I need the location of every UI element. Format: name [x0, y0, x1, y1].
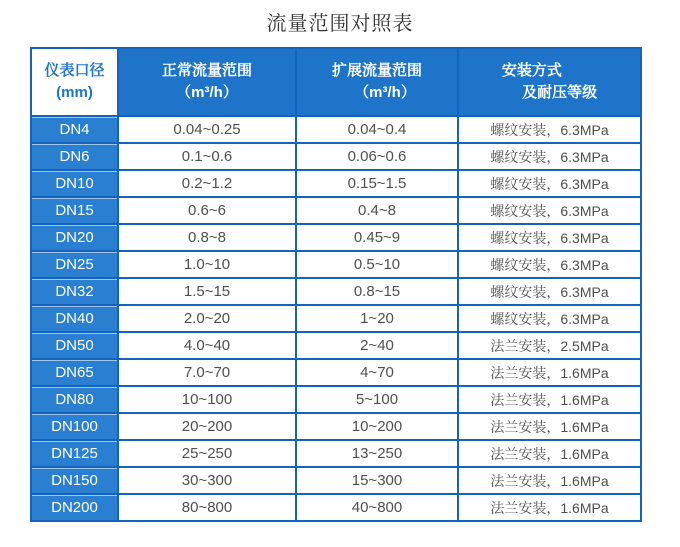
extended-range-cell: 0.45~9: [295, 223, 457, 250]
dn-cell: DN80: [32, 385, 117, 412]
header-extended-range: [295, 49, 457, 115]
install-cell: 法兰安装，1.6MPa: [457, 493, 640, 520]
normal-range-cell: 20~200: [117, 412, 295, 439]
extended-range-cell: 0.04~0.4: [295, 115, 457, 142]
install-cell: 螺纹安装，6.3MPa: [457, 142, 640, 169]
extended-range-cell: 2~40: [295, 331, 457, 358]
extended-range-cell: 4~70: [295, 358, 457, 385]
dn-cell: DN20: [32, 223, 117, 250]
header-extended-range-line2: （m³/h）: [354, 84, 416, 101]
extended-range-cell: 10~200: [295, 412, 457, 439]
normal-range-cell: 1.0~10: [117, 250, 295, 277]
install-cell: 螺纹安装，6.3MPa: [457, 196, 640, 223]
dn-cell: DN25: [32, 250, 117, 277]
extended-range-cell: 0.8~15: [295, 277, 457, 304]
header-install-method-block: [502, 60, 597, 105]
normal-range-cell: 4.0~40: [117, 331, 295, 358]
dn-cell: DN10: [32, 169, 117, 196]
dn-cell: DN15: [32, 196, 117, 223]
table-row: [32, 358, 640, 385]
header-normal-range: [117, 49, 295, 115]
normal-range-cell: 0.6~6: [117, 196, 295, 223]
flow-range-table: [30, 47, 642, 522]
table-header: [32, 49, 640, 115]
extended-range-cell: 0.15~1.5: [295, 169, 457, 196]
table-row: [32, 412, 640, 439]
table-row: [32, 277, 640, 304]
extended-range-cell: 0.4~8: [295, 196, 457, 223]
table-row: [32, 466, 640, 493]
header-meter-diameter-line2: (mm): [56, 84, 93, 101]
install-cell: 法兰安装，1.6MPa: [457, 439, 640, 466]
normal-range-cell: 2.0~20: [117, 304, 295, 331]
table-row: [32, 331, 640, 358]
dn-cell: DN32: [32, 277, 117, 304]
normal-range-cell: 1.5~15: [117, 277, 295, 304]
dn-cell: DN6: [32, 142, 117, 169]
table-row: [32, 250, 640, 277]
install-cell: 法兰安装，1.6MPa: [457, 385, 640, 412]
page-title: 流量范围对照表: [266, 13, 414, 35]
normal-range-cell: 30~300: [117, 466, 295, 493]
install-cell: 螺纹安装，6.3MPa: [457, 223, 640, 250]
normal-range-cell: 0.1~0.6: [117, 142, 295, 169]
header-install-method: [457, 49, 640, 115]
dn-cell: DN40: [32, 304, 117, 331]
dn-cell: DN125: [32, 439, 117, 466]
extended-range-cell: 15~300: [295, 466, 457, 493]
header-install-method-line2: 及耐压等级: [522, 84, 598, 101]
install-cell: 螺纹安装，6.3MPa: [457, 250, 640, 277]
extended-range-cell: 40~800: [295, 493, 457, 520]
extended-range-cell: 13~250: [295, 439, 457, 466]
install-cell: 法兰安装，2.5MPa: [457, 331, 640, 358]
install-cell: 法兰安装，1.6MPa: [457, 466, 640, 493]
table-row: [32, 142, 640, 169]
table-body: [32, 115, 640, 520]
normal-range-cell: 7.0~70: [117, 358, 295, 385]
table-row: [32, 439, 640, 466]
table-row: [32, 169, 640, 196]
header-meter-diameter-line1: 仪表口径: [44, 61, 105, 79]
install-cell: 法兰安装，1.6MPa: [457, 358, 640, 385]
header-normal-range-line1: 正常流量范围: [161, 61, 252, 79]
normal-range-cell: 80~800: [117, 493, 295, 520]
extended-range-cell: 1~20: [295, 304, 457, 331]
normal-range-cell: 0.04~0.25: [117, 115, 295, 142]
dn-cell: DN100: [32, 412, 117, 439]
table-row: [32, 304, 640, 331]
table-row: [32, 196, 640, 223]
install-cell: 法兰安装，1.6MPa: [457, 412, 640, 439]
header-meter-diameter: [32, 49, 117, 115]
normal-range-cell: 10~100: [117, 385, 295, 412]
header-normal-range-line2: （m³/h）: [176, 84, 238, 101]
header-row: [32, 49, 640, 115]
table-row: [32, 385, 640, 412]
table-row: [32, 115, 640, 142]
header-install-method-line1: 安装方式: [501, 61, 562, 79]
normal-range-cell: 0.8~8: [117, 223, 295, 250]
extended-range-cell: 0.5~10: [295, 250, 457, 277]
dn-cell: DN150: [32, 466, 117, 493]
install-cell: 螺纹安装，6.3MPa: [457, 304, 640, 331]
dn-cell: DN200: [32, 493, 117, 520]
install-cell: 螺纹安装，6.3MPa: [457, 277, 640, 304]
extended-range-cell: 5~100: [295, 385, 457, 412]
table-row: [32, 493, 640, 520]
normal-range-cell: 25~250: [117, 439, 295, 466]
install-cell: 螺纹安装，6.3MPa: [457, 115, 640, 142]
install-cell: 螺纹安装，6.3MPa: [457, 169, 640, 196]
header-extended-range-line1: 扩展流量范围: [331, 61, 422, 79]
normal-range-cell: 0.2~1.2: [117, 169, 295, 196]
dn-cell: DN65: [32, 358, 117, 385]
table-row: [32, 223, 640, 250]
extended-range-cell: 0.06~0.6: [295, 142, 457, 169]
dn-cell: DN50: [32, 331, 117, 358]
dn-cell: DN4: [32, 115, 117, 142]
